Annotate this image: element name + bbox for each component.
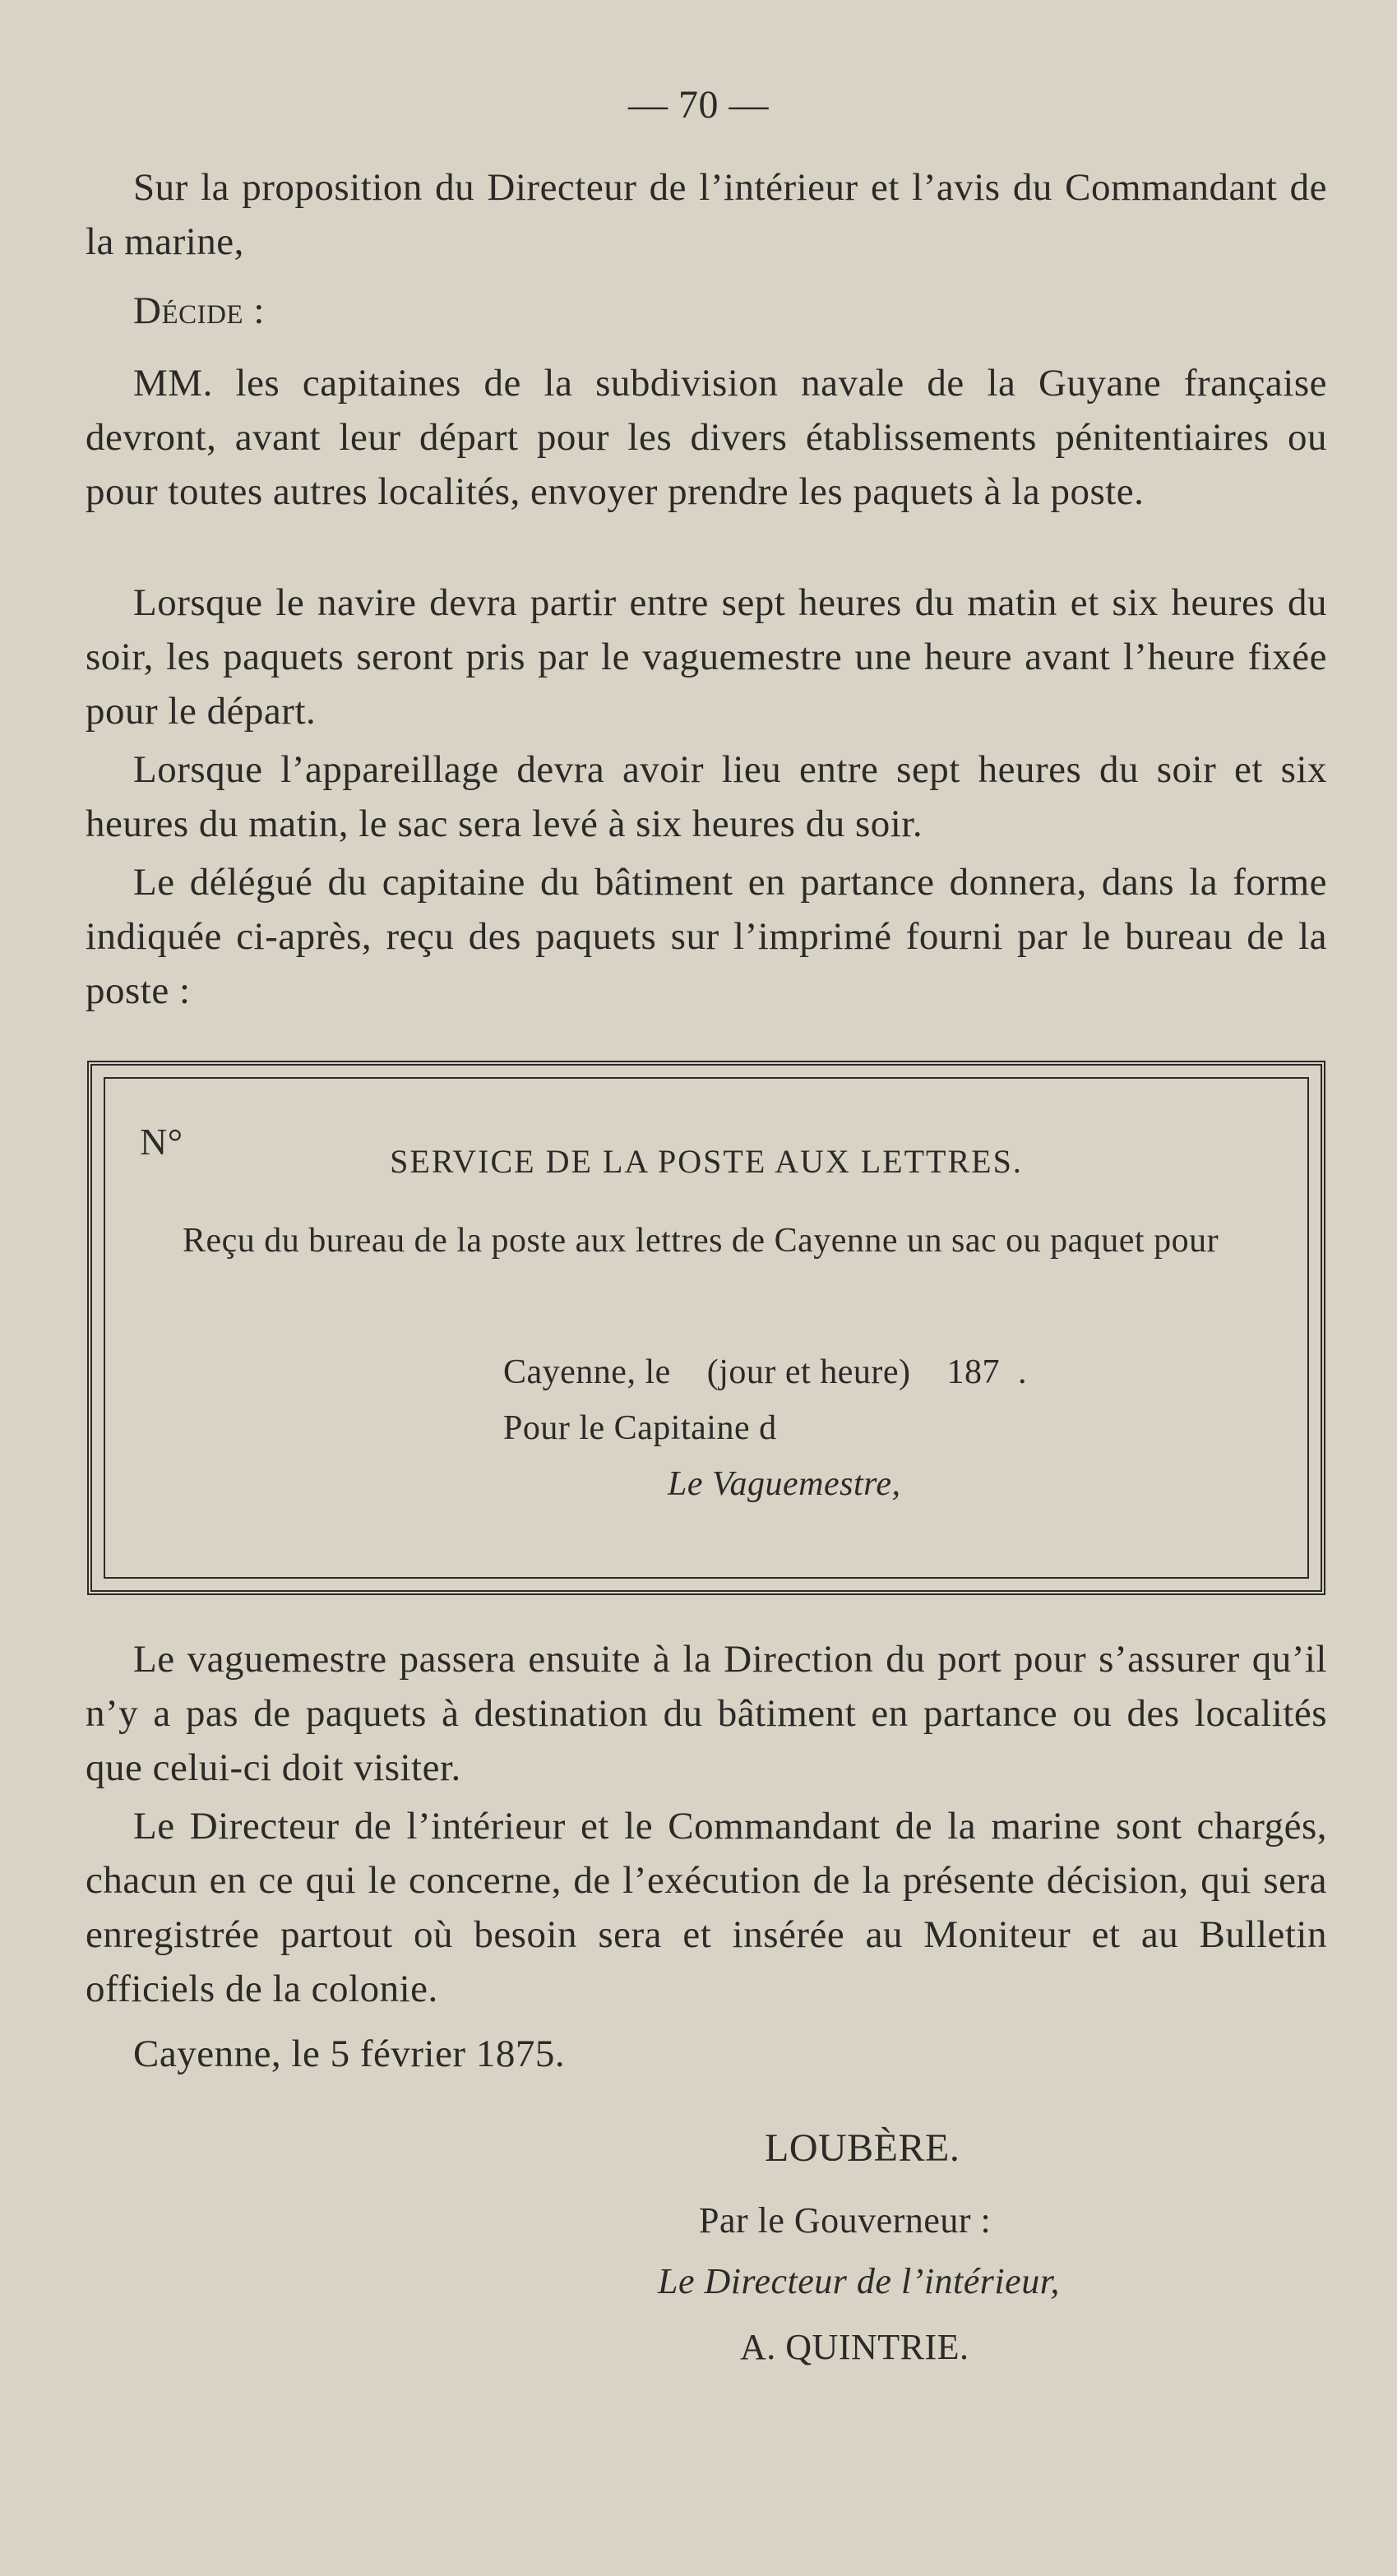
by-governor: Par le Gouverneur : — [699, 2200, 992, 2241]
director-title: Le Directeur de l’intérieur, — [658, 2261, 1060, 2301]
decide-heading: Décide : — [133, 289, 265, 332]
paragraph-execution: Le Directeur de l’intérieur et le Commandant de la marine sont chargés, chacun en ce qui le concerne, de l’exécution de la présente décision, qui sera enregistrée partout où besoin sera et insérée au Moniteur et au Bulletin officiels de la colonie. — [86, 1805, 1327, 2010]
signatory-name: LOUBÈRE. — [765, 2126, 960, 2170]
receipt-form — [87, 1061, 1325, 1595]
paragraph-proposition: Sur la proposition du Directeur de l’intérieur et l’avis du Commandant de la marine, — [86, 166, 1327, 263]
form-date-line: Cayenne, le (jour et heure) 187 . — [503, 1353, 1027, 1391]
paragraph-vaguemestre: Le vaguemestre passera ensuite à la Direction du port pour s’assurer qu’il n’y a pas de paquets à destination du bâtiment en partance ou des localités que celui-ci doit visiter. — [86, 1638, 1327, 1789]
form-receipt-text: Reçu du bureau de la poste aux lettres de Cayenne un sac ou paquet pour — [183, 1222, 1219, 1260]
date-place: Cayenne, le 5 février 1875. — [133, 2033, 566, 2075]
form-captain-line: Pour le Capitaine d — [503, 1409, 777, 1447]
page-number: — 70 — — [628, 83, 769, 127]
paragraph-delegue: Le délégué du capitaine du bâtiment en partance donnera, dans la forme indiquée ci-après, reçu des paquets sur l’imprimé fourni par le bureau de la poste : — [86, 861, 1327, 1012]
paragraph-navire-jour: Lorsque le navire devra partir entre sept heures du matin et six heures du soir, les paquets seront pris par le vaguemestre une heure avant l’heure fixée pour le départ. — [86, 581, 1327, 733]
director-name: A. QUINTRIE. — [740, 2327, 969, 2367]
form-signature-line: Le Vaguemestre, — [668, 1465, 901, 1503]
form-number-label: N° — [140, 1121, 183, 1163]
paragraph-appareillage-nuit: Lorsque l’appareillage devra avoir lieu entre sept heures du soir et six heures du matin, le sac sera levé à six heures du soir. — [86, 748, 1327, 845]
paragraph-capitaines: MM. les capitaines de la subdivision navale de la Guyane française devront, avant leur départ pour les divers établissements pénitentiaires ou pour toutes autres localités, envoyer prendre les paquets à la poste. — [86, 362, 1327, 513]
form-title: SERVICE DE LA POSTE AUX LETTRES. — [390, 1143, 1023, 1180]
